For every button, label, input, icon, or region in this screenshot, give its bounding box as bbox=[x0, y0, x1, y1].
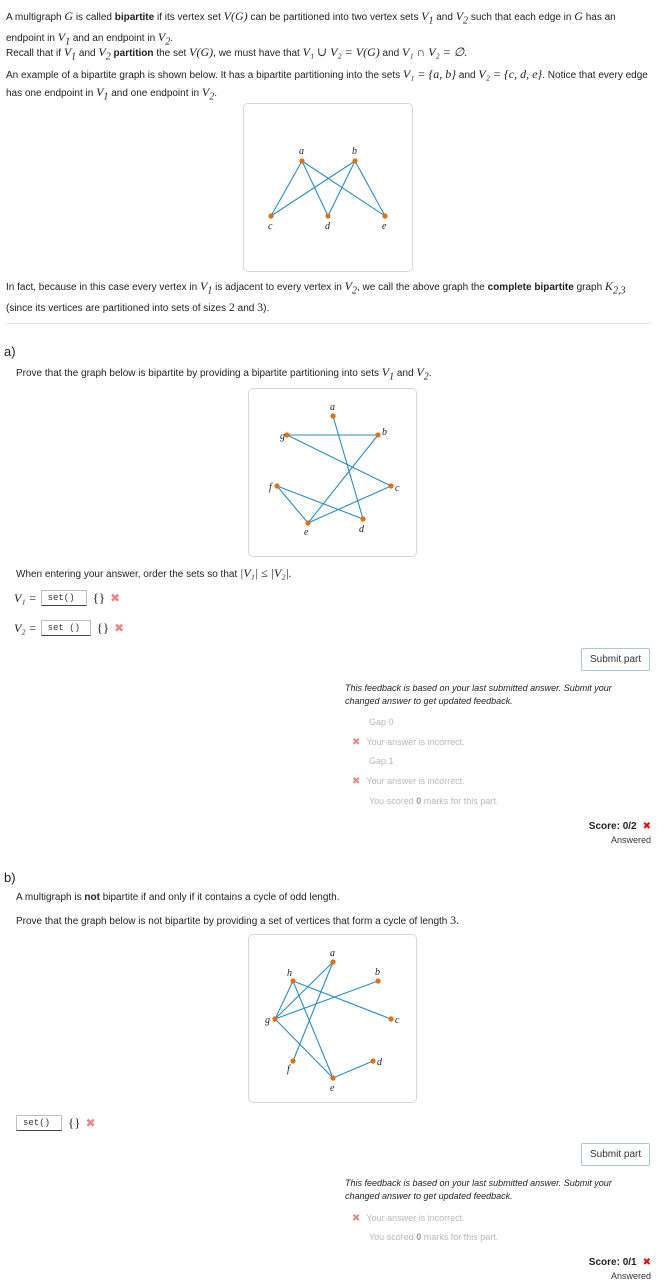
part-a-order-note: When entering your answer, order the sets so that |V₁| ≤ |V₂|. bbox=[16, 566, 292, 580]
vertex-label-a: a bbox=[330, 402, 335, 413]
cycle-incorrect-icon: ✖ bbox=[85, 1115, 96, 1130]
vertex-label-b: b bbox=[375, 967, 380, 978]
v1-incorrect-icon: ✖ bbox=[110, 590, 121, 605]
vertex-label-d: d bbox=[377, 1057, 382, 1068]
vertex-label-b: b bbox=[352, 146, 357, 157]
vertex-label-d: d bbox=[359, 524, 364, 535]
v1-answer-input[interactable]: set() bbox=[41, 590, 87, 606]
intro-paragraph-4: In fact, because in this case every vertex in $V_1$ is adjacent to every vertex in $V_2$, we call the above graph the complete bipartite graph $K_{2,3}$ (since its vertices are partitioned into sets of sizes 2 and 3). bbox=[6, 279, 626, 314]
vertex-label-a: a bbox=[299, 146, 304, 157]
part-a-marks-summary: You scored 0 marks for this part. bbox=[369, 796, 499, 806]
part-a-submit-button[interactable]: Submit part bbox=[581, 648, 650, 671]
vertex-label-e: e bbox=[330, 1083, 335, 1094]
score-cross-icon: ✖ bbox=[642, 821, 651, 832]
cycle-preview: {} bbox=[68, 1115, 81, 1130]
part-b-score: Score: 0/1 ✖ bbox=[588, 1257, 651, 1268]
vertex-label-h: h bbox=[287, 968, 292, 979]
part-a-prompt: Prove that the graph below is bipartite by providing a bipartite partitioning into sets $V_1$ and $V_2$. bbox=[16, 365, 432, 383]
part-b-label: b) bbox=[4, 870, 16, 885]
score-cross-icon: ✖ bbox=[642, 1257, 651, 1268]
part-a-status: Answered bbox=[610, 835, 651, 845]
part-b-status: Answered bbox=[610, 1271, 651, 1281]
part-b-answer-row bbox=[16, 1114, 96, 1133]
intro-paragraph-3: An example of a bipartite graph is shown below. It has a bipartite partitioning into the sets V₁ = {a, b} and V₂ = {c, d, e}. Notice that every edge has one endpoint in $V_1$ and one endpoint in $V_2$. bbox=[6, 67, 648, 102]
part-a-gap1-feedback: ✖ Your answer is incorrect. bbox=[352, 776, 465, 787]
part-a-gap0-label: Gap 0 bbox=[369, 717, 394, 727]
part-a-gap0-feedback: ✖ Your answer is incorrect. bbox=[352, 737, 465, 748]
example-graph-figure bbox=[243, 103, 413, 272]
gap0-cross-icon: ✖ bbox=[352, 737, 361, 748]
part-b-graph bbox=[249, 935, 416, 1102]
part-a-feedback-intro: This feedback is based on your last submitted answer. Submit your changed answer to get updated feedback. bbox=[345, 683, 612, 707]
part-b-prompt: Prove that the graph below is not bipartite by providing a set of vertices that form a cycle of length 3. bbox=[16, 913, 460, 927]
cycle-cross-icon: ✖ bbox=[352, 1213, 361, 1224]
vertex-label-e: e bbox=[304, 527, 309, 538]
vertex-label-c: c bbox=[395, 1015, 400, 1026]
vertex-label-b: b bbox=[382, 427, 387, 438]
v1-preview: {} bbox=[92, 590, 106, 605]
gap1-cross-icon: ✖ bbox=[352, 776, 361, 787]
cycle-answer-input[interactable]: set() bbox=[16, 1115, 62, 1131]
v2-answer-input[interactable]: set () bbox=[41, 620, 91, 636]
part-b-feedback-intro: This feedback is based on your last submitted answer. Submit your changed answer to get updated feedback. bbox=[345, 1178, 612, 1202]
part-b-submit-button[interactable]: Submit part bbox=[581, 1143, 650, 1166]
example-graph-k23 bbox=[244, 104, 412, 271]
intro-paragraph-1: A multigraph G is called bipartite if its vertex set V(G) can be partitioned into two vertex sets $V_1$ and $V_2$ such that each edge in G has an endpoint in $V_1$ and an endpoint in $V_2$. bbox=[6, 9, 616, 48]
v2-incorrect-icon: ✖ bbox=[114, 620, 125, 635]
intro-paragraph-2: Recall that if $V_1$ and $V_2$ partition the set V(G), we must have that V₁ ∪ V₂ = V(G) and V₁ ∩ V₂ = ∅. bbox=[6, 45, 468, 63]
part-a-graph-figure bbox=[248, 388, 417, 557]
v1-label: V₁ = bbox=[14, 590, 37, 605]
vertex-label-a: a bbox=[330, 948, 335, 959]
vertex-label-d: d bbox=[325, 221, 330, 232]
vertex-label-g: g bbox=[280, 431, 285, 442]
part-b-statement: A multigraph is not bipartite if and only if it contains a cycle of odd length. bbox=[16, 892, 340, 903]
part-a-v1-row bbox=[14, 589, 120, 608]
part-a-gap1-label: Gap 1 bbox=[369, 756, 394, 766]
part-b-feedback: ✖ Your answer is incorrect. bbox=[352, 1213, 465, 1224]
vertex-label-e: e bbox=[382, 221, 387, 232]
vertex-label-c: c bbox=[395, 483, 400, 494]
vertex-label-g: g bbox=[265, 1015, 270, 1026]
part-b-marks-summary: You scored 0 marks for this part. bbox=[369, 1232, 499, 1242]
part-a-graph bbox=[249, 389, 416, 556]
section-divider bbox=[6, 323, 651, 324]
vertex-label-c: c bbox=[268, 221, 273, 232]
part-a-score: Score: 0/2 ✖ bbox=[588, 821, 651, 832]
part-a-label: a) bbox=[4, 344, 16, 359]
part-b-graph-figure bbox=[248, 934, 417, 1103]
vertex-label-f: f bbox=[287, 1064, 290, 1075]
vertex-label-f: f bbox=[269, 482, 272, 493]
part-a-v2-row bbox=[14, 619, 124, 638]
v2-preview: {} bbox=[96, 620, 110, 635]
v2-label: V₂ = bbox=[14, 620, 37, 635]
